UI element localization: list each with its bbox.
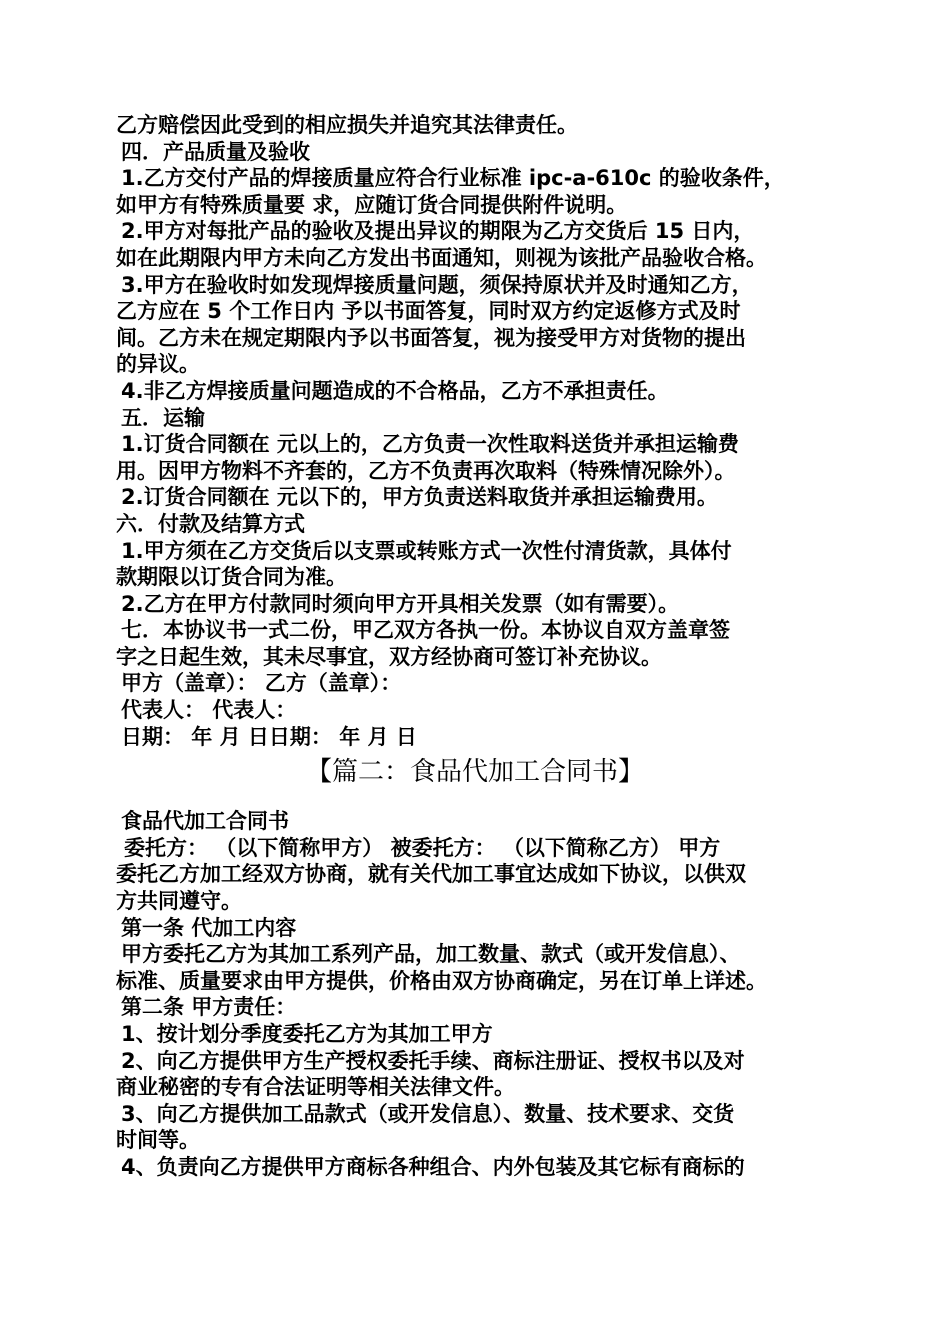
text-line: 4、负责向乙方提供甲方商标各种组合、内外包装及其它标有商标的 — [121, 1154, 745, 1179]
text-line: 乙方应在 5 个工作日内 予以书面答复，同时双方约定返修方式及时 — [116, 299, 741, 324]
text-line: 款期限以订货合同为准。 — [116, 565, 347, 590]
text-line: 2.订货合同额在 元以下的，甲方负责送料取货并承担运输费用。 — [121, 485, 718, 510]
signature-line-seal: 甲方（盖章）： 乙方（盖章）： — [121, 671, 402, 696]
text-line: 字之日起生效，其未尽事宜，双方经协商可签订补充协议。 — [116, 644, 662, 669]
document-page — [0, 112, 950, 1181]
section-heading: 四．产品质量及验收 — [121, 139, 310, 164]
contract-title: 食品代加工合同书 — [121, 809, 289, 834]
text-line: 间。乙方未在规定期限内予以书面答复，视为接受甲方对货物的提出 — [116, 325, 746, 350]
text-line: 商业秘密的专有合法证明等相关法律文件。 — [116, 1075, 515, 1100]
section-heading: 六．付款及结算方式 — [116, 511, 305, 536]
section-heading: 第二条 甲方责任： — [121, 995, 297, 1020]
section-heading: 第一条 代加工内容 — [121, 915, 297, 940]
text-line: 委托方： （以下简称甲方） 被委托方： （以下简称乙方） 甲方 — [124, 835, 721, 860]
text-line: 1.乙方交付产品的焊接质量应符合行业标准 ipc-a-610c 的验收条件， — [121, 166, 785, 191]
text-line: 时间等。 — [116, 1128, 200, 1153]
text-line: 1.订货合同额在 元以上的，乙方负责一次性取料送货并承担运输费 — [121, 432, 739, 457]
text-line: 七．本协议书一式二份，甲乙双方各执一份。本协议自双方盖章签 — [121, 618, 730, 643]
text-line: 方共同遵守。 — [116, 889, 242, 914]
text-line: 如甲方有特殊质量要 求，应随订货合同提供附件说明。 — [116, 192, 628, 217]
signature-line-representative: 代表人： 代表人： — [121, 698, 297, 723]
text-line: 3、向乙方提供加工品款式（或开发信息）、数量、技术要求、交货 — [121, 1101, 735, 1126]
text-line: 2.甲方对每批产品的验收及提出异议的期限为乙方交货后 15 日内， — [121, 219, 755, 244]
text-line: 2、向乙方提供甲方生产授权委托手续、商标注册证、授权书以及对 — [121, 1048, 745, 1073]
text-line: 的异议。 — [116, 352, 200, 377]
text-line: 1.甲方须在乙方交货后以支票或转账方式一次性付清货款，具体付 — [121, 538, 732, 563]
text-line: 用。因甲方物料不齐套的，乙方不负责再次取料（特殊情况除外）。 — [116, 458, 736, 483]
text-line: 3.甲方在验收时如发现焊接质量问题，须保持原状并及时通知乙方， — [121, 272, 753, 297]
signature-line-date: 日期： 年 月 日日期： 年 月 日 — [121, 724, 417, 749]
text-line: 2.乙方在甲方付款同时须向甲方开具相关发票（如有需要）。 — [121, 591, 680, 616]
text-line: 委托乙方加工经双方协商，就有关代加工事宜达成如下协议，以供双 — [116, 862, 746, 887]
text-line: 乙方赔偿因此受到的相应损失并追究其法律责任。 — [116, 113, 578, 137]
text-line: 甲方委托乙方为其加工系列产品，加工数量、款式（或开发信息）、 — [121, 942, 741, 967]
chapter-title: 【篇二：食品代加工合同书】 — [305, 757, 644, 788]
text-line: 1、按计划分季度委托乙方为其加工甲方 — [121, 1022, 493, 1046]
text-line: 如在此期限内甲方未向乙方发出书面通知，则视为该批产品验收合格。 — [116, 245, 767, 270]
text-line: 4.非乙方焊接质量问题造成的不合格品，乙方不承担责任。 — [121, 378, 669, 403]
text-line: 标准、质量要求由甲方提供，价格由双方协商确定，另在订单上详述。 — [116, 968, 767, 993]
section-heading: 五．运输 — [121, 405, 205, 430]
